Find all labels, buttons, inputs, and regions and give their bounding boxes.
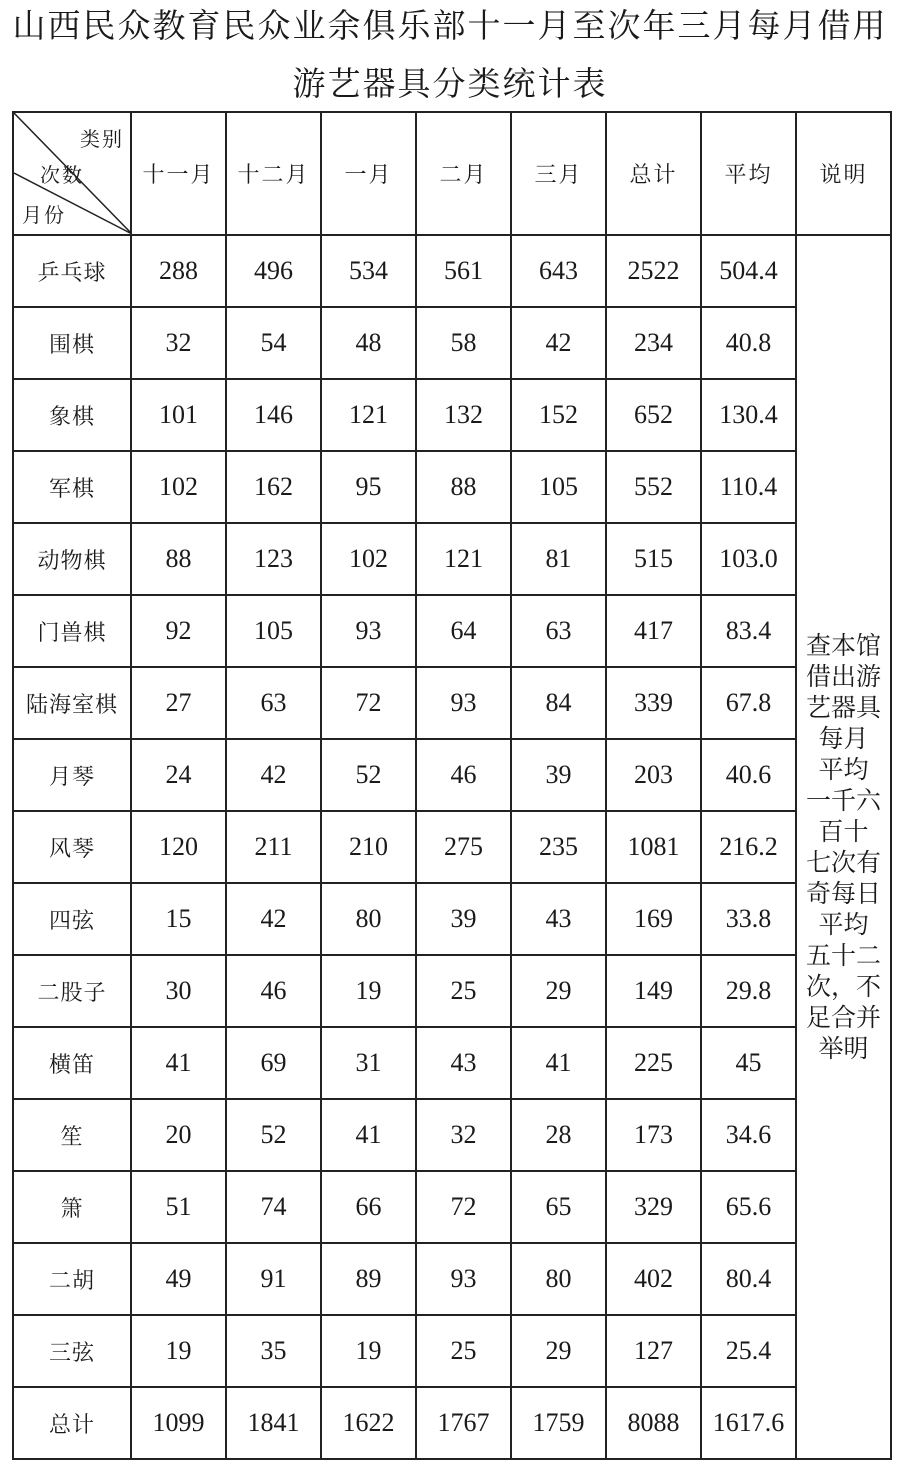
table-row: [13, 595, 891, 667]
statistics-table: [12, 111, 892, 1460]
average-cell: 110.4: [701, 451, 796, 523]
value-cell: 52: [226, 1099, 321, 1171]
table-row: [13, 883, 891, 955]
value-cell: 105: [226, 595, 321, 667]
total-cell: 1081: [606, 811, 701, 883]
total-cell: 149: [606, 955, 701, 1027]
column-header-total: 总计: [606, 112, 701, 235]
average-cell: 40.6: [701, 739, 796, 811]
column-header-average: 平均: [701, 112, 796, 235]
value-cell: 42: [511, 307, 606, 379]
average-cell: 1617.6: [701, 1387, 796, 1459]
value-cell: 91: [226, 1243, 321, 1315]
row-label: 围棋: [13, 307, 131, 379]
value-cell: 31: [321, 1027, 416, 1099]
table-row: [13, 811, 891, 883]
row-label: 军棋: [13, 451, 131, 523]
total-cell: 225: [606, 1027, 701, 1099]
value-cell: 41: [131, 1027, 226, 1099]
value-cell: 152: [511, 379, 606, 451]
value-cell: 35: [226, 1315, 321, 1387]
note-line: 五十二: [805, 941, 881, 970]
average-cell: 29.8: [701, 955, 796, 1027]
value-cell: 24: [131, 739, 226, 811]
total-cell: 8088: [606, 1387, 701, 1459]
value-cell: 54: [226, 307, 321, 379]
note-line: 百十: [818, 817, 869, 846]
value-cell: 95: [321, 451, 416, 523]
table-title-line-1: 山西民众教育民众业余俱乐部十一月至次年三月每月借用: [12, 6, 888, 45]
value-cell: 235: [511, 811, 606, 883]
value-cell: 66: [321, 1171, 416, 1243]
value-cell: 19: [321, 1315, 416, 1387]
row-label: 象棋: [13, 379, 131, 451]
value-cell: 48: [321, 307, 416, 379]
value-cell: 20: [131, 1099, 226, 1171]
note-line: 艺器具: [805, 693, 881, 722]
value-cell: 41: [321, 1099, 416, 1171]
column-header: 三月: [511, 112, 606, 235]
header-row: [13, 112, 891, 235]
table-row: [13, 379, 891, 451]
value-cell: 92: [131, 595, 226, 667]
value-cell: 46: [416, 739, 511, 811]
total-row: [13, 1387, 891, 1459]
row-label: 动物棋: [13, 523, 131, 595]
value-cell: 43: [511, 883, 606, 955]
value-cell: 146: [226, 379, 321, 451]
value-cell: 210: [321, 811, 416, 883]
value-cell: 121: [416, 523, 511, 595]
total-cell: 515: [606, 523, 701, 595]
note-line: 每月: [818, 724, 869, 753]
table-header: [13, 112, 891, 235]
value-cell: 162: [226, 451, 321, 523]
value-cell: 80: [321, 883, 416, 955]
value-cell: 121: [321, 379, 416, 451]
value-cell: 29: [511, 955, 606, 1027]
value-cell: 1759: [511, 1387, 606, 1459]
table-row: [13, 307, 891, 379]
note-line: 平均: [818, 910, 869, 939]
note-line: 七次有: [805, 848, 881, 877]
total-cell: 402: [606, 1243, 701, 1315]
table-title-line-2: 游艺器具分类统计表: [292, 64, 608, 103]
value-cell: 15: [131, 883, 226, 955]
row-label: 横笛: [13, 1027, 131, 1099]
value-cell: 1841: [226, 1387, 321, 1459]
value-cell: 64: [416, 595, 511, 667]
row-label: 门兽棋: [13, 595, 131, 667]
value-cell: 81: [511, 523, 606, 595]
value-cell: 74: [226, 1171, 321, 1243]
value-cell: 63: [511, 595, 606, 667]
row-label: 三弦: [13, 1315, 131, 1387]
value-cell: 29: [511, 1315, 606, 1387]
value-cell: 211: [226, 811, 321, 883]
value-cell: 93: [416, 1243, 511, 1315]
value-cell: 58: [416, 307, 511, 379]
value-cell: 102: [131, 451, 226, 523]
total-cell: 329: [606, 1171, 701, 1243]
value-cell: 93: [321, 595, 416, 667]
average-cell: 103.0: [701, 523, 796, 595]
value-cell: 19: [321, 955, 416, 1027]
value-cell: 80: [511, 1243, 606, 1315]
value-cell: 288: [131, 235, 226, 307]
value-cell: 46: [226, 955, 321, 1027]
value-cell: 88: [416, 451, 511, 523]
total-cell: 234: [606, 307, 701, 379]
total-cell: 339: [606, 667, 701, 739]
value-cell: 120: [131, 811, 226, 883]
value-cell: 123: [226, 523, 321, 595]
total-cell: 173: [606, 1099, 701, 1171]
corner-count-label: 次数: [40, 163, 84, 187]
value-cell: 32: [416, 1099, 511, 1171]
corner-category-label: 类别: [80, 127, 124, 151]
value-cell: 41: [511, 1027, 606, 1099]
note-line: 查本馆: [805, 631, 881, 660]
table-row: [13, 1171, 891, 1243]
value-cell: 132: [416, 379, 511, 451]
column-header: 十二月: [226, 112, 321, 235]
note-line: 一千六: [805, 786, 881, 815]
value-cell: 42: [226, 883, 321, 955]
value-cell: 43: [416, 1027, 511, 1099]
value-cell: 69: [226, 1027, 321, 1099]
value-cell: 30: [131, 955, 226, 1027]
total-cell: 169: [606, 883, 701, 955]
row-label: 笙: [13, 1099, 131, 1171]
value-cell: 25: [416, 1315, 511, 1387]
value-cell: 102: [321, 523, 416, 595]
value-cell: 275: [416, 811, 511, 883]
corner-month-label: 月份: [22, 203, 66, 227]
table-row: [13, 1243, 891, 1315]
note-line: 奇每日: [805, 879, 881, 908]
value-cell: 39: [416, 883, 511, 955]
total-cell: 652: [606, 379, 701, 451]
average-cell: 504.4: [701, 235, 796, 307]
note-line: 平均: [818, 755, 869, 784]
corner-header-cell: [13, 112, 131, 235]
value-cell: 27: [131, 667, 226, 739]
row-label: 四弦: [13, 883, 131, 955]
value-cell: 88: [131, 523, 226, 595]
value-cell: 101: [131, 379, 226, 451]
table-row: [13, 523, 891, 595]
value-cell: 105: [511, 451, 606, 523]
note-line: 举明: [818, 1034, 869, 1063]
value-cell: 1767: [416, 1387, 511, 1459]
average-cell: 65.6: [701, 1171, 796, 1243]
table-row: [13, 739, 891, 811]
table-row: [13, 955, 891, 1027]
table-row: [13, 235, 891, 307]
value-cell: 32: [131, 307, 226, 379]
total-cell: 552: [606, 451, 701, 523]
average-cell: 67.8: [701, 667, 796, 739]
value-cell: 52: [321, 739, 416, 811]
note-line: 次，不: [805, 972, 881, 1001]
column-header: 一月: [321, 112, 416, 235]
value-cell: 1099: [131, 1387, 226, 1459]
table-body: [13, 235, 891, 1459]
table-row: [13, 1099, 891, 1171]
average-cell: 216.2: [701, 811, 796, 883]
value-cell: 72: [416, 1171, 511, 1243]
row-label: 陆海室棋: [13, 667, 131, 739]
average-cell: 25.4: [701, 1315, 796, 1387]
value-cell: 28: [511, 1099, 606, 1171]
value-cell: 84: [511, 667, 606, 739]
row-label: 总计: [13, 1387, 131, 1459]
row-label: 乒乓球: [13, 235, 131, 307]
value-cell: 93: [416, 667, 511, 739]
total-cell: 2522: [606, 235, 701, 307]
value-cell: 63: [226, 667, 321, 739]
average-cell: 130.4: [701, 379, 796, 451]
average-cell: 34.6: [701, 1099, 796, 1171]
note-cell: [796, 235, 891, 1459]
note-line: 足合并: [805, 1003, 881, 1032]
average-cell: 80.4: [701, 1243, 796, 1315]
average-cell: 33.8: [701, 883, 796, 955]
note-line: 借出游: [805, 662, 881, 691]
table-row: [13, 667, 891, 739]
column-header-note: 说明: [796, 112, 891, 235]
value-cell: 496: [226, 235, 321, 307]
value-cell: 49: [131, 1243, 226, 1315]
total-cell: 127: [606, 1315, 701, 1387]
average-cell: 45: [701, 1027, 796, 1099]
value-cell: 643: [511, 235, 606, 307]
value-cell: 534: [321, 235, 416, 307]
value-cell: 561: [416, 235, 511, 307]
value-cell: 1622: [321, 1387, 416, 1459]
value-cell: 19: [131, 1315, 226, 1387]
value-cell: 89: [321, 1243, 416, 1315]
row-label: 风琴: [13, 811, 131, 883]
value-cell: 51: [131, 1171, 226, 1243]
total-cell: 417: [606, 595, 701, 667]
value-cell: 25: [416, 955, 511, 1027]
average-cell: 83.4: [701, 595, 796, 667]
column-header: 二月: [416, 112, 511, 235]
total-cell: 203: [606, 739, 701, 811]
value-cell: 39: [511, 739, 606, 811]
table-row: [13, 451, 891, 523]
row-label: 箫: [13, 1171, 131, 1243]
row-label: 月琴: [13, 739, 131, 811]
value-cell: 72: [321, 667, 416, 739]
average-cell: 40.8: [701, 307, 796, 379]
value-cell: 65: [511, 1171, 606, 1243]
column-header: 十一月: [131, 112, 226, 235]
value-cell: 42: [226, 739, 321, 811]
table-row: [13, 1027, 891, 1099]
table-row: [13, 1315, 891, 1387]
row-label: 二胡: [13, 1243, 131, 1315]
row-label: 二股子: [13, 955, 131, 1027]
